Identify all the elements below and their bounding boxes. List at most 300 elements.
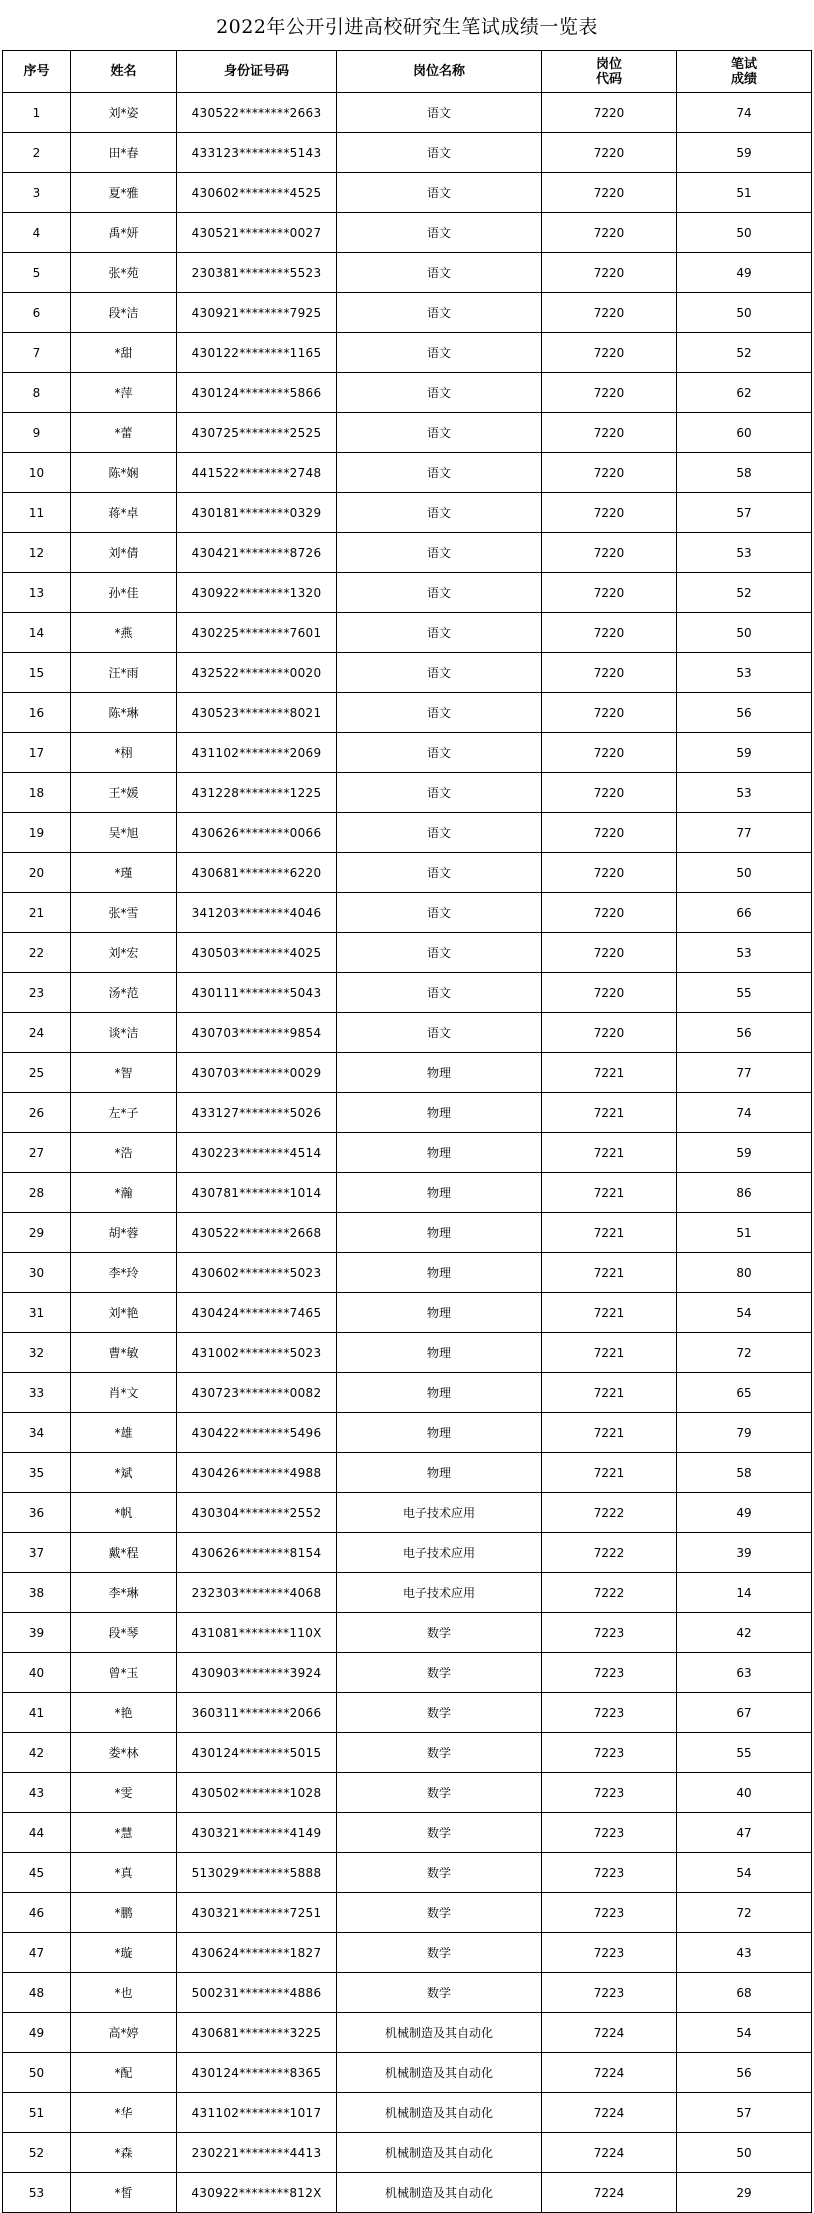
id-card-cell: 431102********2069 [177,733,337,773]
score-cell: 54 [677,1853,812,1893]
id-card-cell: 431081********110X [177,1613,337,1653]
post-code-cell: 7220 [542,813,677,853]
seq-cell: 38 [3,1573,71,1613]
id-card-cell: 430304********2552 [177,1493,337,1533]
post-name-cell: 语文 [337,1013,542,1053]
score-cell: 67 [677,1693,812,1733]
post-code-cell: 7221 [542,1133,677,1173]
name-cell: *斌 [71,1453,177,1493]
id-card-cell: 232303********4068 [177,1573,337,1613]
score-cell: 50 [677,613,812,653]
post-name-cell: 电子技术应用 [337,1573,542,1613]
post-name-cell: 语文 [337,773,542,813]
name-cell: *瑾 [71,853,177,893]
header-score-line1: 笔试 [730,56,757,72]
id-card-cell: 430723********0082 [177,1373,337,1413]
name-cell: 段*洁 [71,293,177,333]
post-code-cell: 7220 [542,493,677,533]
score-cell: 49 [677,1493,812,1533]
seq-cell: 39 [3,1613,71,1653]
seq-cell: 7 [3,333,71,373]
score-cell: 51 [677,1213,812,1253]
seq-cell: 20 [3,853,71,893]
post-code-cell: 7220 [542,973,677,1013]
post-name-cell: 语文 [337,693,542,733]
table-row [3,853,812,893]
score-cell: 63 [677,1653,812,1693]
post-code-cell: 7220 [542,653,677,693]
table-row [3,1053,812,1093]
name-cell: 李*玲 [71,1253,177,1293]
table-row [3,1893,812,1933]
name-cell: 段*琴 [71,1613,177,1653]
name-cell: 陈*琳 [71,693,177,733]
table-row [3,693,812,733]
table-row [3,1413,812,1453]
table-row [3,813,812,853]
post-code-cell: 7223 [542,1653,677,1693]
id-card-cell: 430922********1320 [177,573,337,613]
name-cell: *栩 [71,733,177,773]
score-cell: 29 [677,2173,812,2213]
post-code-cell: 7220 [542,733,677,773]
name-cell: *鹏 [71,1893,177,1933]
name-cell: 高*婷 [71,2013,177,2053]
seq-cell: 35 [3,1453,71,1493]
seq-cell: 10 [3,453,71,493]
name-cell: 胡*蓉 [71,1213,177,1253]
post-code-cell: 7220 [542,693,677,733]
table-row [3,293,812,333]
table-body [3,93,812,2213]
name-cell: 左*子 [71,1093,177,1133]
id-card-cell: 430703********9854 [177,1013,337,1053]
id-card-cell: 431102********1017 [177,2093,337,2133]
post-code-cell: 7224 [542,2093,677,2133]
id-card-cell: 431228********1225 [177,773,337,813]
id-card-cell: 430421********8726 [177,533,337,573]
score-cell: 52 [677,573,812,613]
header-name: 姓名 [71,51,177,93]
score-cell: 65 [677,1373,812,1413]
post-name-cell: 数学 [337,1653,542,1693]
seq-cell: 11 [3,493,71,533]
post-name-cell: 语文 [337,493,542,533]
post-name-cell: 电子技术应用 [337,1533,542,1573]
score-cell: 60 [677,413,812,453]
table-row [3,413,812,453]
post-code-cell: 7221 [542,1213,677,1253]
table-row [3,733,812,773]
post-name-cell: 语文 [337,453,542,493]
post-code-cell: 7221 [542,1333,677,1373]
document-title: 2022年公开引进高校研究生笔试成绩一览表 [216,15,598,38]
name-cell: 李*琳 [71,1573,177,1613]
seq-cell: 26 [3,1093,71,1133]
post-code-cell: 7224 [542,2133,677,2173]
header-id-card: 身份证号码 [177,51,337,93]
name-cell: 曹*敏 [71,1333,177,1373]
post-name-cell: 语文 [337,173,542,213]
seq-cell: 40 [3,1653,71,1693]
post-name-cell: 语文 [337,93,542,133]
table-row [3,573,812,613]
id-card-cell: 430626********0066 [177,813,337,853]
post-code-cell: 7220 [542,373,677,413]
seq-cell: 16 [3,693,71,733]
score-cell: 68 [677,1973,812,2013]
score-cell: 53 [677,533,812,573]
post-code-cell: 7222 [542,1493,677,1533]
post-code-cell: 7223 [542,1813,677,1853]
score-cell: 39 [677,1533,812,1573]
id-card-cell: 430181********0329 [177,493,337,533]
table-row [3,2093,812,2133]
name-cell: 汤*范 [71,973,177,1013]
seq-cell: 44 [3,1813,71,1853]
score-cell: 72 [677,1333,812,1373]
name-cell: *真 [71,1853,177,1893]
seq-cell: 49 [3,2013,71,2053]
id-card-cell: 430502********1028 [177,1773,337,1813]
post-name-cell: 物理 [337,1333,542,1373]
table-row [3,773,812,813]
seq-cell: 53 [3,2173,71,2213]
id-card-cell: 230381********5523 [177,253,337,293]
post-code-cell: 7223 [542,1773,677,1813]
post-code-cell: 7220 [542,93,677,133]
name-cell: *华 [71,2093,177,2133]
id-card-cell: 430626********8154 [177,1533,337,1573]
seq-cell: 23 [3,973,71,1013]
score-cell: 80 [677,1253,812,1293]
seq-cell: 14 [3,613,71,653]
name-cell: 禹*妍 [71,213,177,253]
post-name-cell: 语文 [337,373,542,413]
id-card-cell: 433127********5026 [177,1093,337,1133]
post-code-cell: 7220 [542,573,677,613]
score-cell: 59 [677,133,812,173]
seq-cell: 3 [3,173,71,213]
table-row [3,453,812,493]
post-name-cell: 机械制造及其自动化 [337,2133,542,2173]
post-code-cell: 7220 [542,1013,677,1053]
post-code-cell: 7222 [542,1533,677,1573]
score-cell: 52 [677,333,812,373]
score-cell: 58 [677,1453,812,1493]
seq-cell: 8 [3,373,71,413]
id-card-cell: 430503********4025 [177,933,337,973]
seq-cell: 18 [3,773,71,813]
post-name-cell: 数学 [337,1733,542,1773]
id-card-cell: 430122********1165 [177,333,337,373]
id-card-cell: 430111********5043 [177,973,337,1013]
name-cell: 刘*姿 [71,93,177,133]
seq-cell: 2 [3,133,71,173]
post-name-cell: 电子技术应用 [337,1493,542,1533]
post-code-cell: 7220 [542,293,677,333]
table-row [3,1613,812,1653]
score-cell: 43 [677,1933,812,1973]
post-name-cell: 物理 [337,1093,542,1133]
id-card-cell: 431002********5023 [177,1333,337,1373]
id-card-cell: 430521********0027 [177,213,337,253]
seq-cell: 4 [3,213,71,253]
seq-cell: 41 [3,1693,71,1733]
table-row [3,1733,812,1773]
table-row [3,933,812,973]
name-cell: 谈*洁 [71,1013,177,1053]
post-name-cell: 数学 [337,1933,542,1973]
name-cell: 汪*雨 [71,653,177,693]
seq-cell: 32 [3,1333,71,1373]
table-row [3,1773,812,1813]
post-name-cell: 语文 [337,293,542,333]
seq-cell: 48 [3,1973,71,2013]
name-cell: 曾*玉 [71,1653,177,1693]
id-card-cell: 441522********2748 [177,453,337,493]
post-name-cell: 语文 [337,133,542,173]
id-card-cell: 430426********4988 [177,1453,337,1493]
id-card-cell: 430225********7601 [177,613,337,653]
name-cell: *萍 [71,373,177,413]
table-row [3,1533,812,1573]
score-cell: 55 [677,973,812,1013]
post-name-cell: 语文 [337,613,542,653]
post-name-cell: 数学 [337,1773,542,1813]
post-name-cell: 物理 [337,1213,542,1253]
score-cell: 42 [677,1613,812,1653]
post-name-cell: 数学 [337,1813,542,1853]
seq-cell: 21 [3,893,71,933]
score-cell: 56 [677,2053,812,2093]
post-code-cell: 7221 [542,1413,677,1453]
score-cell: 40 [677,1773,812,1813]
post-name-cell: 机械制造及其自动化 [337,2013,542,2053]
post-code-cell: 7221 [542,1253,677,1293]
id-card-cell: 430725********2525 [177,413,337,453]
score-cell: 54 [677,1293,812,1333]
score-cell: 14 [677,1573,812,1613]
name-cell: *雄 [71,1413,177,1453]
post-code-cell: 7223 [542,1613,677,1653]
table-row [3,1293,812,1333]
post-code-cell: 7224 [542,2173,677,2213]
id-card-cell: 430922********812X [177,2173,337,2213]
table-row [3,373,812,413]
post-code-cell: 7220 [542,773,677,813]
seq-cell: 24 [3,1013,71,1053]
post-code-cell: 7220 [542,453,677,493]
name-cell: 孙*佳 [71,573,177,613]
id-card-cell: 430681********6220 [177,853,337,893]
header-score-line2: 成绩 [730,71,757,87]
id-card-cell: 500231********4886 [177,1973,337,2013]
name-cell: 陈*娴 [71,453,177,493]
seq-cell: 5 [3,253,71,293]
seq-cell: 51 [3,2093,71,2133]
seq-cell: 12 [3,533,71,573]
seq-cell: 29 [3,1213,71,1253]
seq-cell: 33 [3,1373,71,1413]
post-name-cell: 语文 [337,893,542,933]
score-cell: 50 [677,213,812,253]
id-card-cell: 430921********7925 [177,293,337,333]
table-row [3,973,812,1013]
name-cell: *璇 [71,1933,177,1973]
score-cell: 77 [677,813,812,853]
post-code-cell: 7223 [542,1693,677,1733]
seq-cell: 9 [3,413,71,453]
name-cell: 吴*旭 [71,813,177,853]
seq-cell: 1 [3,93,71,133]
table-row [3,493,812,533]
name-cell: 肖*文 [71,1373,177,1413]
name-cell: *燕 [71,613,177,653]
seq-cell: 17 [3,733,71,773]
name-cell: 夏*雅 [71,173,177,213]
table-row [3,253,812,293]
score-cell: 51 [677,173,812,213]
post-name-cell: 物理 [337,1253,542,1293]
table-row [3,1933,812,1973]
id-card-cell: 430903********3924 [177,1653,337,1693]
post-code-cell: 7224 [542,2013,677,2053]
post-code-cell: 7220 [542,133,677,173]
score-cell: 50 [677,293,812,333]
table-row [3,613,812,653]
name-cell: 王*媛 [71,773,177,813]
name-cell: 田*春 [71,133,177,173]
post-code-cell: 7220 [542,333,677,373]
seq-cell: 28 [3,1173,71,1213]
name-cell: *甜 [71,333,177,373]
score-cell: 57 [677,2093,812,2133]
post-name-cell: 物理 [337,1453,542,1493]
post-code-cell: 7220 [542,173,677,213]
score-cell: 56 [677,1013,812,1053]
seq-cell: 6 [3,293,71,333]
id-card-cell: 430781********1014 [177,1173,337,1213]
id-card-cell: 341203********4046 [177,893,337,933]
header-post-code-line1: 岗位 [595,56,622,72]
name-cell: 张*雪 [71,893,177,933]
table-row [3,1453,812,1493]
post-code-cell: 7223 [542,1893,677,1933]
id-card-cell: 432522********0020 [177,653,337,693]
score-cell: 74 [677,93,812,133]
name-cell: 蒋*卓 [71,493,177,533]
table-row [3,2133,812,2173]
post-code-cell: 7221 [542,1093,677,1133]
seq-cell: 19 [3,813,71,853]
id-card-cell: 430321********4149 [177,1813,337,1853]
seq-cell: 30 [3,1253,71,1293]
score-cell: 59 [677,1133,812,1173]
score-cell: 53 [677,653,812,693]
name-cell: *配 [71,2053,177,2093]
post-code-cell: 7220 [542,253,677,293]
table-row [3,1813,812,1853]
table-row [3,1693,812,1733]
score-cell: 79 [677,1413,812,1453]
score-cell: 62 [677,373,812,413]
id-card-cell: 430124********5015 [177,1733,337,1773]
table-row [3,1173,812,1213]
id-card-cell: 230221********4413 [177,2133,337,2173]
id-card-cell: 430223********4514 [177,1133,337,1173]
post-name-cell: 物理 [337,1413,542,1453]
score-cell: 77 [677,1053,812,1093]
table-row [3,333,812,373]
name-cell: 张*苑 [71,253,177,293]
id-card-cell: 360311********2066 [177,1693,337,1733]
post-code-cell: 7223 [542,1733,677,1773]
post-name-cell: 语文 [337,813,542,853]
score-cell: 59 [677,733,812,773]
post-name-cell: 数学 [337,1853,542,1893]
score-cell: 74 [677,1093,812,1133]
table-row [3,893,812,933]
post-code-cell: 7223 [542,1933,677,1973]
score-cell: 49 [677,253,812,293]
post-code-cell: 7224 [542,2053,677,2093]
id-card-cell: 433123********5143 [177,133,337,173]
post-name-cell: 机械制造及其自动化 [337,2053,542,2093]
table-row [3,1373,812,1413]
table-row [3,2013,812,2053]
post-name-cell: 语文 [337,333,542,373]
name-cell: *雯 [71,1773,177,1813]
score-cell: 50 [677,2133,812,2173]
name-cell: *智 [71,1053,177,1093]
table-row [3,1213,812,1253]
post-name-cell: 语文 [337,973,542,1013]
table-row [3,1133,812,1173]
post-code-cell: 7223 [542,1853,677,1893]
table-row [3,1973,812,2013]
name-cell: *帆 [71,1493,177,1533]
table-row [3,1853,812,1893]
post-name-cell: 语文 [337,733,542,773]
post-name-cell: 物理 [337,1173,542,1213]
post-code-cell: 7222 [542,1573,677,1613]
name-cell: *皙 [71,2173,177,2213]
score-cell: 54 [677,2013,812,2053]
post-name-cell: 物理 [337,1053,542,1093]
seq-cell: 52 [3,2133,71,2173]
table-row [3,1493,812,1533]
id-card-cell: 430522********2668 [177,1213,337,1253]
score-cell: 47 [677,1813,812,1853]
id-card-cell: 430624********1827 [177,1933,337,1973]
table-row [3,2053,812,2093]
id-card-cell: 430124********8365 [177,2053,337,2093]
score-cell: 50 [677,853,812,893]
name-cell: *艳 [71,1693,177,1733]
id-card-cell: 430602********4525 [177,173,337,213]
table-row [3,2173,812,2213]
post-name-cell: 语文 [337,533,542,573]
post-name-cell: 语文 [337,253,542,293]
table-header-row [3,51,812,93]
seq-cell: 37 [3,1533,71,1573]
table-row [3,213,812,253]
post-name-cell: 语文 [337,213,542,253]
seq-cell: 47 [3,1933,71,1973]
post-name-cell: 语文 [337,413,542,453]
post-name-cell: 机械制造及其自动化 [337,2173,542,2213]
